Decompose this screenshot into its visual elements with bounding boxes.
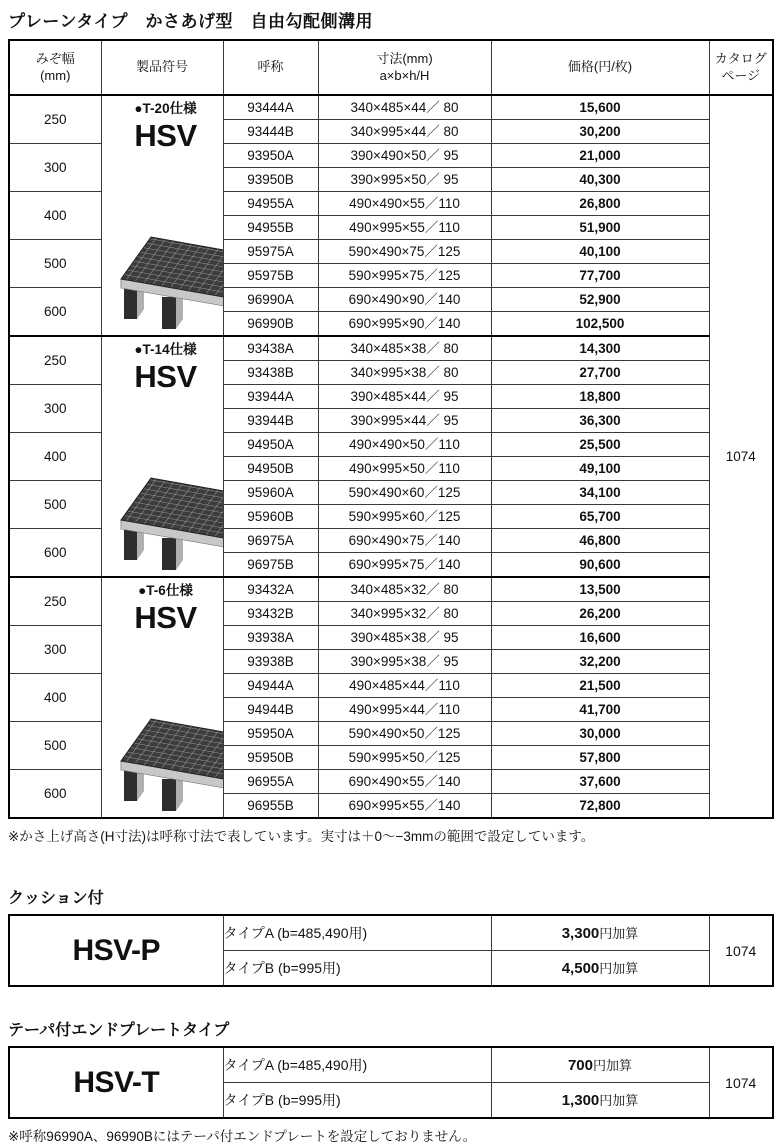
price-cell: 3,300円加算	[491, 915, 709, 951]
dimensions-cell: 490×490×55／110	[318, 192, 491, 216]
dimensions-cell: 690×490×90／140	[318, 288, 491, 312]
price-cell: 52,900	[491, 288, 709, 312]
dimensions-cell: 490×995×55／110	[318, 216, 491, 240]
model-cell: 96975A	[223, 529, 318, 553]
model-cell: 94955B	[223, 216, 318, 240]
price-cell: 26,200	[491, 602, 709, 626]
product-code-cell	[101, 95, 223, 336]
price-cell: 13,500	[491, 577, 709, 602]
dimensions-cell: 690×490×55／140	[318, 770, 491, 794]
dimensions-cell: 340×485×44／ 80	[318, 95, 491, 120]
taper-table-footnote: ※呼称96990A、96990Bにはテーパ付エンドプレートを設定しておりません。	[8, 1129, 477, 1144]
groove-width-cell: 500	[9, 722, 101, 770]
dimensions-cell: 390×485×44／ 95	[318, 385, 491, 409]
main-table-footnote: ※かさ上げ高さ(H寸法)は呼称寸法で表しています。実寸は＋0〜−3mmの範囲で設定しています。	[8, 829, 595, 844]
groove-width-cell: 500	[9, 240, 101, 288]
price-cell: 37,600	[491, 770, 709, 794]
spec-label: ●T-6仕様	[138, 583, 193, 598]
groove-width-cell: 250	[9, 336, 101, 385]
dimensions-cell: 390×995×44／ 95	[318, 409, 491, 433]
model-cell: 96955B	[223, 794, 318, 819]
dimensions-cell: 590×995×75／125	[318, 264, 491, 288]
model-cell: 93944B	[223, 409, 318, 433]
price-cell: 1,300円加算	[491, 1083, 709, 1119]
price-cell: 65,700	[491, 505, 709, 529]
grating-product-image	[118, 434, 224, 572]
dimensions-cell: 490×995×44／110	[318, 698, 491, 722]
groove-width-cell: 500	[9, 481, 101, 529]
dimensions-cell: 690×995×55／140	[318, 794, 491, 819]
model-cell: 93444B	[223, 120, 318, 144]
dimensions-cell: 690×490×75／140	[318, 529, 491, 553]
model-cell: 94955A	[223, 192, 318, 216]
price-cell: 72,800	[491, 794, 709, 819]
dimensions-cell: 340×485×38／ 80	[318, 336, 491, 361]
price-cell: 49,100	[491, 457, 709, 481]
model-cell: 96990B	[223, 312, 318, 337]
groove-width-cell: 250	[9, 577, 101, 626]
header-row	[9, 40, 773, 95]
dimensions-cell: 490×485×44／110	[318, 674, 491, 698]
header-groove-width: みぞ幅 (mm)	[9, 40, 101, 95]
header-product-code: 製品符号	[101, 40, 223, 95]
model-cell: 95950A	[223, 722, 318, 746]
spec-label: ●T-20仕様	[134, 101, 197, 116]
table-row	[9, 915, 773, 951]
price-cell: 32,200	[491, 650, 709, 674]
dimensions-cell: 690×995×75／140	[318, 553, 491, 578]
price-cell: 51,900	[491, 216, 709, 240]
model-cell: 93438B	[223, 361, 318, 385]
groove-width-cell: 300	[9, 626, 101, 674]
model-cell: 95960A	[223, 481, 318, 505]
dimensions-cell: 590×490×60／125	[318, 481, 491, 505]
price-cell: 700円加算	[491, 1047, 709, 1083]
type-cell: タイプB (b=995用)	[223, 951, 491, 987]
model-cell: 93438A	[223, 336, 318, 361]
model-cell: 95975B	[223, 264, 318, 288]
model-cell: 93432B	[223, 602, 318, 626]
groove-width-cell: 400	[9, 674, 101, 722]
table-row	[9, 95, 773, 120]
header-model: 呼称	[223, 40, 318, 95]
model-cell: 93444A	[223, 95, 318, 120]
groove-width-cell: 250	[9, 95, 101, 144]
groove-width-cell: 600	[9, 288, 101, 337]
dimensions-cell: 590×995×50／125	[318, 746, 491, 770]
table-row	[9, 577, 773, 602]
price-cell: 30,000	[491, 722, 709, 746]
price-cell: 16,600	[491, 626, 709, 650]
price-cell: 57,800	[491, 746, 709, 770]
price-cell: 15,600	[491, 95, 709, 120]
price-cell: 14,300	[491, 336, 709, 361]
product-code: HSV	[134, 599, 197, 635]
model-cell: 93432A	[223, 577, 318, 602]
taper-price-table	[8, 1046, 774, 1119]
header-dimensions: 寸法(mm) a×b×h/H	[318, 40, 491, 95]
section-heading-taper: テーパ付エンドプレートタイプ	[8, 1022, 230, 1039]
header-price: 価格(円/枚)	[491, 40, 709, 95]
catalog-page-cell: 1074	[709, 95, 773, 818]
model-cell: 93944A	[223, 385, 318, 409]
price-cell: 77,700	[491, 264, 709, 288]
price-cell: 34,100	[491, 481, 709, 505]
grating-product-image	[118, 193, 224, 331]
model-cell: 95960B	[223, 505, 318, 529]
product-code: HSV	[134, 358, 197, 394]
type-cell: タイプA (b=485,490用)	[223, 915, 491, 951]
model-cell: 96990A	[223, 288, 318, 312]
dimensions-cell: 390×490×50／ 95	[318, 144, 491, 168]
dimensions-cell: 390×995×50／ 95	[318, 168, 491, 192]
price-cell: 90,600	[491, 553, 709, 578]
type-cell: タイプA (b=485,490用)	[223, 1047, 491, 1083]
model-cell: 93938A	[223, 626, 318, 650]
dimensions-cell: 690×995×90／140	[318, 312, 491, 337]
model-cell: 94950B	[223, 457, 318, 481]
product-code-cell: HSV-T	[9, 1047, 223, 1118]
model-cell: 96955A	[223, 770, 318, 794]
dimensions-cell: 490×490×50／110	[318, 433, 491, 457]
model-cell: 95975A	[223, 240, 318, 264]
groove-width-cell: 400	[9, 433, 101, 481]
groove-width-cell: 300	[9, 144, 101, 192]
price-cell: 4,500円加算	[491, 951, 709, 987]
table-row	[9, 1047, 773, 1083]
catalog-page-cell: 1074	[709, 915, 773, 986]
groove-width-cell: 600	[9, 529, 101, 578]
price-cell: 26,800	[491, 192, 709, 216]
spec-label: ●T-14仕様	[134, 342, 197, 357]
dimensions-cell: 340×995×44／ 80	[318, 120, 491, 144]
product-code-cell	[101, 577, 223, 818]
dimensions-cell: 590×490×50／125	[318, 722, 491, 746]
dimensions-cell: 340×995×32／ 80	[318, 602, 491, 626]
cushion-price-table	[8, 914, 774, 987]
table-row	[9, 336, 773, 361]
dimensions-cell: 340×995×38／ 80	[318, 361, 491, 385]
type-cell: タイプB (b=995用)	[223, 1083, 491, 1119]
model-cell: 94944B	[223, 698, 318, 722]
price-cell: 25,500	[491, 433, 709, 457]
dimensions-cell: 590×995×60／125	[318, 505, 491, 529]
dimensions-cell: 340×485×32／ 80	[318, 577, 491, 602]
product-code-cell: HSV-P	[9, 915, 223, 986]
product-code: HSV	[134, 117, 197, 153]
dimensions-cell: 390×995×38／ 95	[318, 650, 491, 674]
price-cell: 36,300	[491, 409, 709, 433]
section-heading-cushion: クッション付	[8, 890, 104, 907]
price-cell: 102,500	[491, 312, 709, 337]
dimensions-cell: 390×485×38／ 95	[318, 626, 491, 650]
groove-width-cell: 300	[9, 385, 101, 433]
price-cell: 41,700	[491, 698, 709, 722]
price-cell: 40,100	[491, 240, 709, 264]
groove-width-cell: 600	[9, 770, 101, 819]
dimensions-cell: 490×995×50／110	[318, 457, 491, 481]
model-cell: 96975B	[223, 553, 318, 578]
grating-product-image	[118, 675, 224, 813]
header-catalog-page: カタログ ページ	[709, 40, 773, 95]
catalog-page-cell: 1074	[709, 1047, 773, 1118]
model-cell: 93938B	[223, 650, 318, 674]
groove-width-cell: 400	[9, 192, 101, 240]
model-cell: 94944A	[223, 674, 318, 698]
price-cell: 46,800	[491, 529, 709, 553]
price-cell: 40,300	[491, 168, 709, 192]
price-cell: 27,700	[491, 361, 709, 385]
model-cell: 94950A	[223, 433, 318, 457]
price-cell: 21,500	[491, 674, 709, 698]
dimensions-cell: 590×490×75／125	[318, 240, 491, 264]
model-cell: 93950A	[223, 144, 318, 168]
price-cell: 18,800	[491, 385, 709, 409]
main-price-table	[8, 39, 774, 819]
price-cell: 30,200	[491, 120, 709, 144]
model-cell: 93950B	[223, 168, 318, 192]
model-cell: 95950B	[223, 746, 318, 770]
product-code-cell	[101, 336, 223, 577]
price-cell: 21,000	[491, 144, 709, 168]
page-title: プレーンタイプ かさあげ型 自由勾配側溝用	[8, 12, 373, 31]
